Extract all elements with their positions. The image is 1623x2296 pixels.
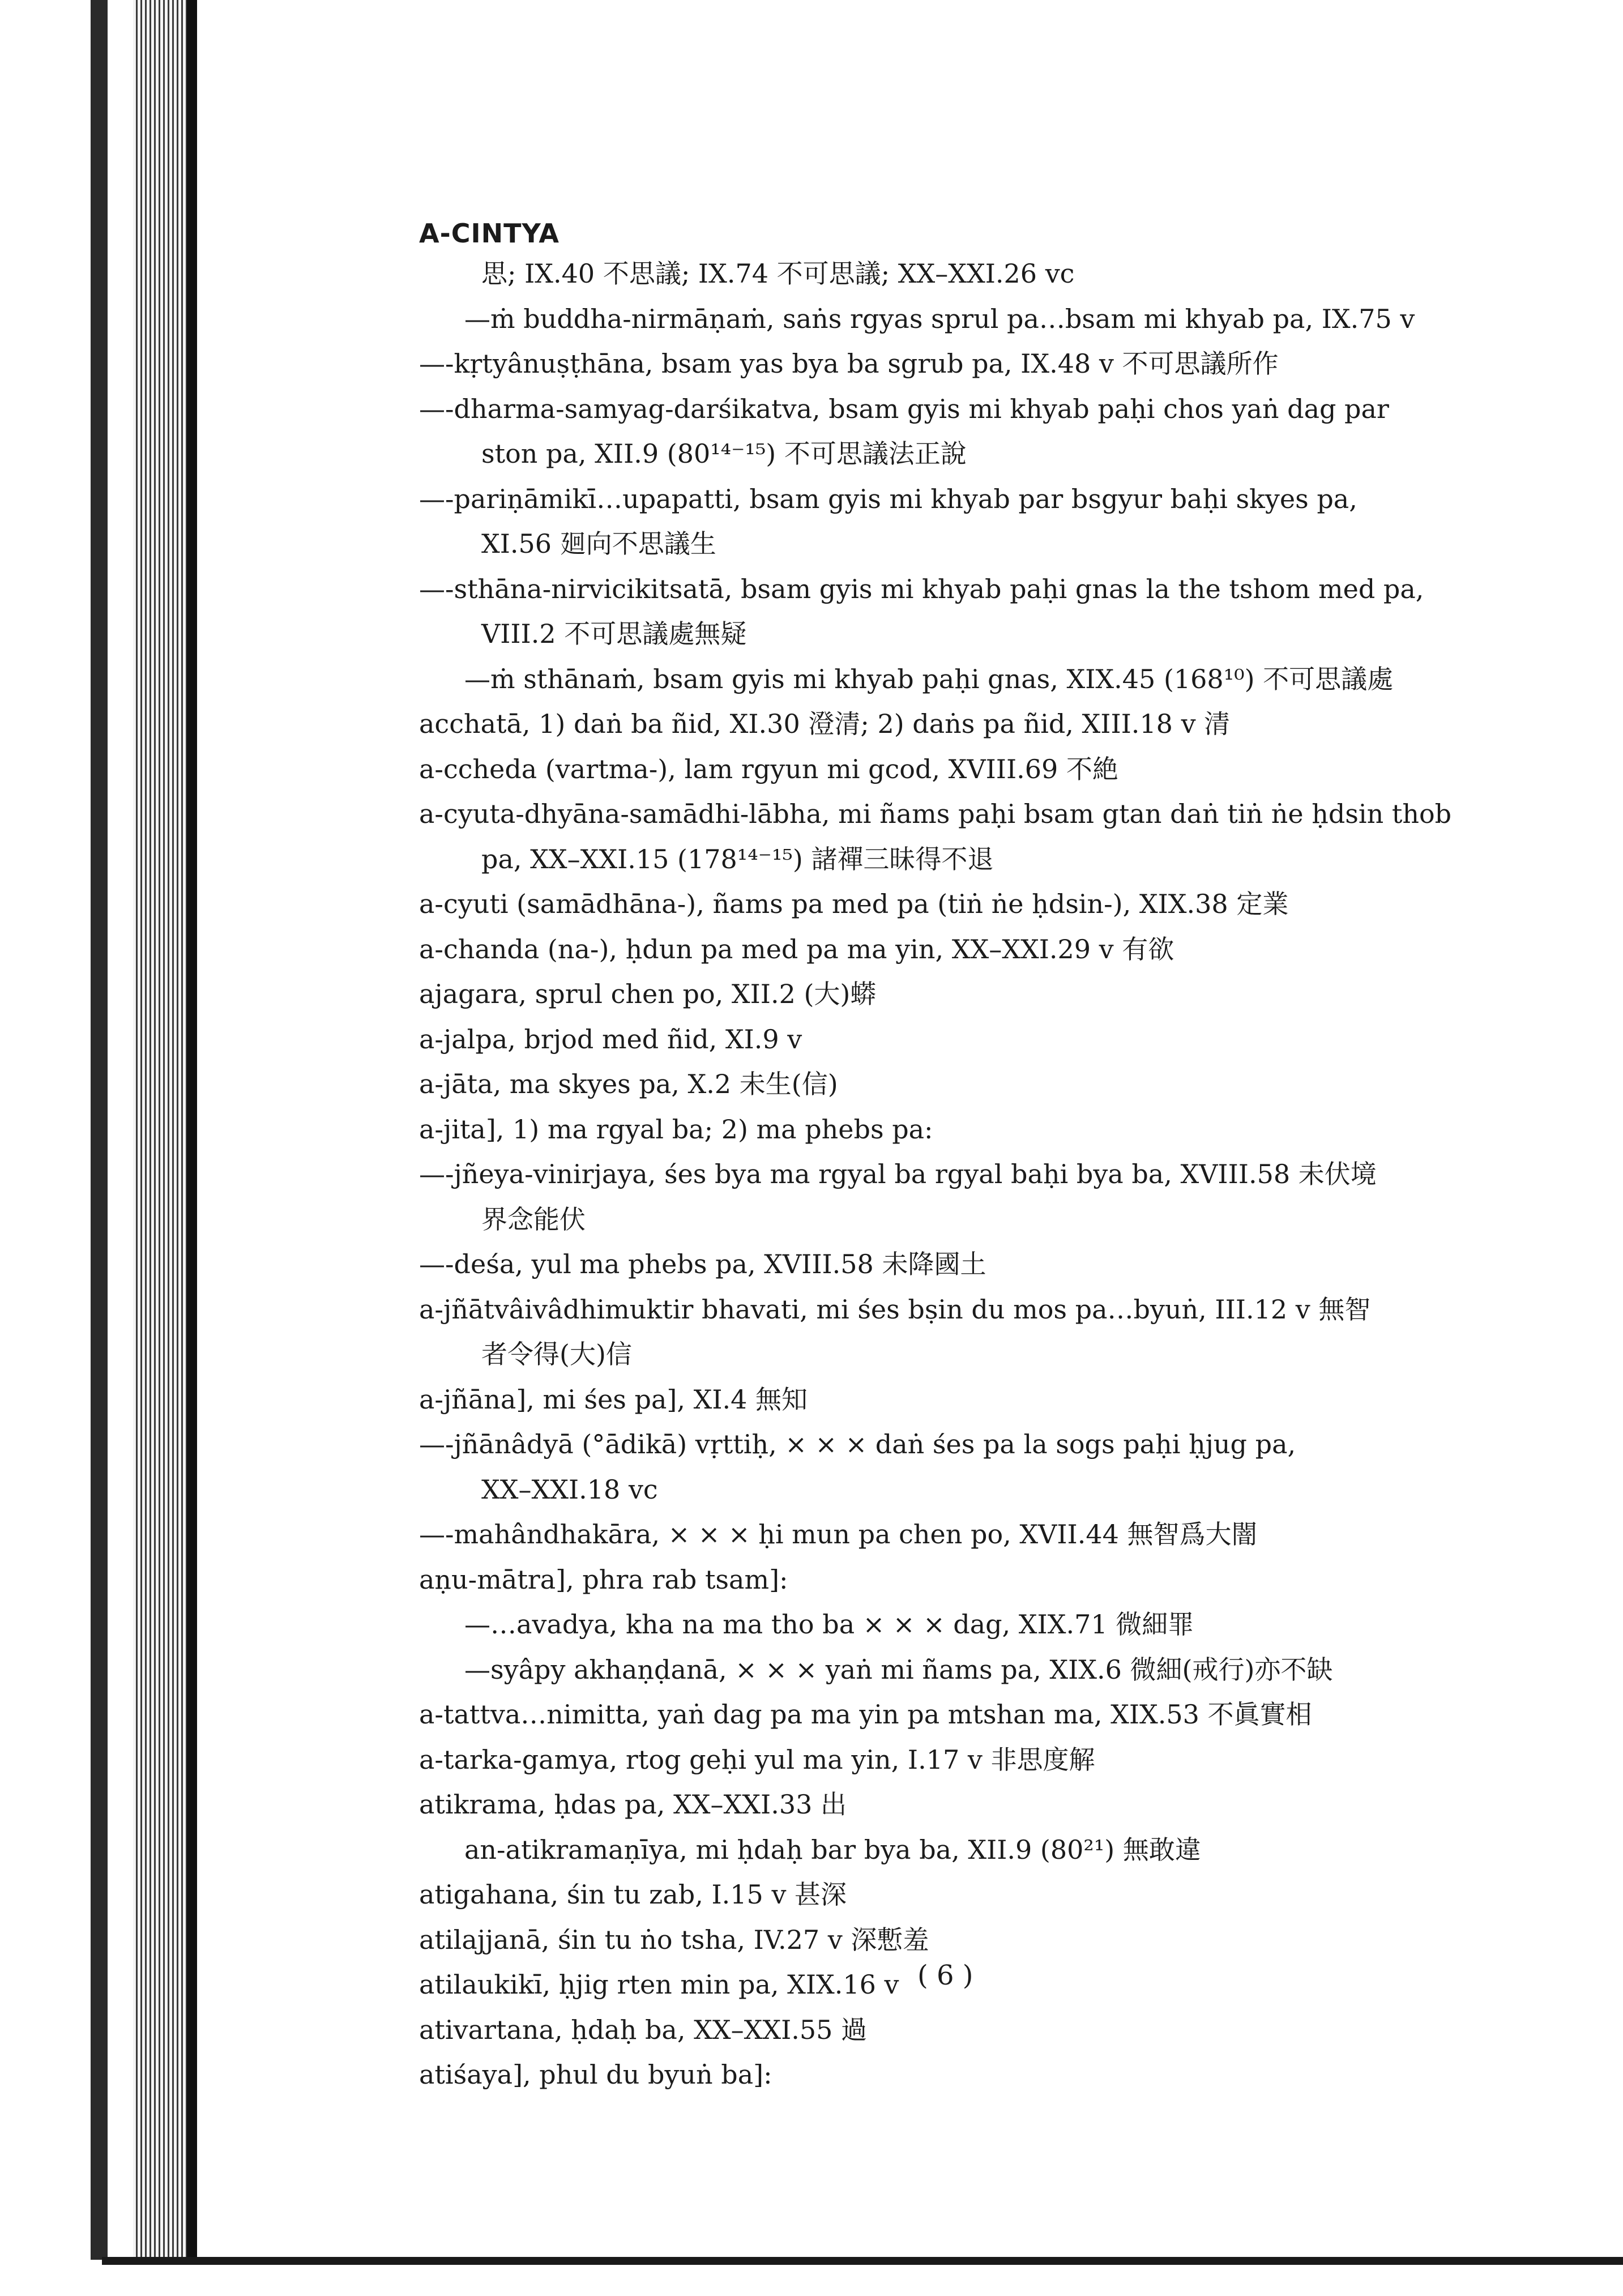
book-spine-edge [0, 0, 195, 2296]
entry-text: atilaukikī, ḥjig rten min pa, XIX.16 v [419, 1969, 899, 2000]
entry-text: a-tarka-gamya, rtog geḥi yul ma yin, I.17 v 非思度解 [419, 1744, 1095, 1775]
entry-text: a-ccheda (vartma-), lam rgyun mi gcod, XVIII.69 不絶 [419, 753, 1118, 784]
entry-text: VIII.2 不可思議處無疑 [481, 618, 747, 649]
entry-text: 思; IX.40 不思議; IX.74 不可思議; XX–XXI.26 vc [481, 258, 1075, 289]
entry-line [419, 1738, 1546, 1783]
entry-text: a-tattva…nimitta, yaṅ dag pa ma yin pa mtshan ma, XIX.53 不眞實相 [419, 1699, 1312, 1730]
entry-line [419, 1422, 1546, 1467]
entry-text: —-mahândhakāra, × × × ḥi mun pa chen po, XVII.44 無智爲大闇 [419, 1519, 1258, 1550]
entry-line [419, 297, 1546, 342]
entry-text: atiśaya], phul du byuṅ ba]: [419, 2059, 772, 2090]
entry-text: —ṁ sthānaṁ, bsam gyis mi khyab paḥi gnas, XIX.45 (168¹⁰) 不可思議處 [464, 663, 1394, 694]
entry-text: acchatā, 1) daṅ ba ñid, XI.30 澄清; 2) daṅs pa ñid, XIII.18 v 清 [419, 709, 1231, 739]
entry-text: atigahana, śin tu zab, I.15 v 甚深 [419, 1879, 847, 1910]
entry-line [419, 1467, 1546, 1513]
entry-line [419, 1782, 1546, 1828]
entry-line [419, 251, 1546, 297]
entry-text: —-kṛtyânuṣṭhāna, bsam yas bya ba sgrub pa, IX.48 v 不可思議所作 [419, 348, 1279, 379]
entry-text: —-deśa, yul ma phebs pa, XVIII.58 未降國土 [419, 1249, 986, 1279]
entry-line [419, 1602, 1546, 1648]
entry-line [419, 1332, 1546, 1377]
entry-line [419, 1962, 1546, 2008]
entry-line [419, 1197, 1546, 1243]
entry-line [419, 1692, 1546, 1738]
entry-line [419, 612, 1546, 657]
entry-text: a-jita], 1) ma rgyal ba; 2) ma phebs pa: [419, 1113, 933, 1145]
entry-text: a-jāta, ma skyes pa, X.2 未生(信) [419, 1069, 838, 1099]
entry-text: —ṁ buddha-nirmāṇaṁ, saṅs rgyas sprul pa…bsam mi khyab pa, IX.75 v [464, 303, 1415, 334]
entry-line [419, 972, 1546, 1017]
entry-line [419, 477, 1546, 522]
entry-line [419, 1377, 1546, 1423]
entry-line [419, 1062, 1546, 1107]
entry-text: —…avadya, kha na ma tho ba × × × dag, XIX.71 微細罪 [464, 1609, 1194, 1640]
entry-line [419, 1107, 1546, 1153]
dictionary-page [419, 215, 1546, 2098]
entry-line [419, 747, 1546, 792]
entry-line [419, 1512, 1546, 1557]
entry-text: 界念能伏 [481, 1204, 586, 1235]
entry-line [419, 1918, 1546, 1963]
entry-text: atikrama, ḥdas pa, XX–XXI.33 出 [419, 1789, 847, 1820]
entry-line [419, 1242, 1546, 1287]
entry-line [419, 1287, 1546, 1333]
entry-text: XI.56 廻向不思議生 [481, 528, 716, 559]
entry-line [419, 2052, 1546, 2098]
entry-line [419, 342, 1546, 387]
entry-text: —-sthāna-nirvicikitsatā, bsam gyis mi khyab paḥi gnas la the tshom med pa, [419, 573, 1424, 604]
entry-text: 者令得(大)信 [481, 1339, 632, 1369]
entry-text: ajagara, sprul chen po, XII.2 (大)蟒 [419, 979, 877, 1009]
page-header: A-CINTYA [419, 218, 559, 249]
entry-text: a-chanda (na-), ḥdun pa med pa ma yin, XX–XXI.29 v 有欲 [419, 933, 1174, 965]
entry-line [419, 1557, 1546, 1603]
entry-text: —-pariṇāmikī…upapatti, bsam gyis mi khyab par bsgyur baḥi skyes pa, [419, 483, 1357, 514]
page-number: ( 6 ) [917, 1960, 973, 1991]
entry-text: a-jñātvâivâdhimuktir bhavati, mi śes bṣin du mos pa…byuṅ, III.12 v 無智 [419, 1294, 1371, 1325]
entry-line [419, 1017, 1546, 1062]
entry-line [419, 657, 1546, 702]
entry-line [419, 702, 1546, 747]
entry-line [419, 432, 1546, 477]
entry-text: ston pa, XII.9 (80¹⁴⁻¹⁵) 不可思議法正說 [481, 438, 967, 469]
entry-text: —syâpy akhaṇḍanā, × × × yaṅ mi ñams pa, XIX.6 微細(戒行)亦不缺 [464, 1654, 1333, 1685]
entry-text: a-jalpa, brjod med ñid, XI.9 v [419, 1023, 802, 1055]
entry-text: a-cyuti (samādhāna-), ñams pa med pa (tiṅ ṅe ḥdsin-), XIX.38 定業 [419, 889, 1289, 919]
entry-line [419, 1648, 1546, 1693]
entry-line [419, 387, 1546, 432]
entry-text: ativartana, ḥdaḥ ba, XX–XXI.55 過 [419, 2014, 868, 2045]
entry-text: aṇu-mātra], phra rab tsam]: [419, 1564, 788, 1595]
entry-list [419, 251, 1546, 2098]
entry-text: —-dharma-samyag-darśikatva, bsam gyis mi khyab paḥi chos yaṅ dag par [419, 393, 1389, 424]
entry-line [419, 2008, 1546, 2053]
entry-text: XX–XXI.18 vc [481, 1474, 658, 1505]
entry-text: an-atikramaṇīya, mi ḥdaḥ bar bya ba, XII.9 (80²¹) 無敢違 [464, 1834, 1201, 1865]
entry-line [419, 882, 1546, 927]
entry-line [419, 522, 1546, 567]
entry-line [419, 1872, 1546, 1918]
entry-text: a-cyuta-dhyāna-samādhi-lābha, mi ñams paḥi bsam gtan daṅ tiṅ ṅe ḥdsin thob [419, 799, 1452, 829]
entry-text: pa, XX–XXI.15 (178¹⁴⁻¹⁵) 諸禪三昧得不退 [481, 843, 994, 874]
entry-line [419, 1152, 1546, 1197]
entry-text: atilajjanā, śin tu ṅo tsha, IV.27 v 深慙羞 [419, 1924, 929, 1955]
entry-line [419, 1828, 1546, 1873]
spine-shadow [91, 0, 108, 2260]
entry-line [419, 792, 1546, 837]
entry-line [419, 567, 1546, 612]
page-stack-edges [133, 0, 195, 2263]
scan-bottom-border [102, 2257, 1623, 2265]
entry-text: —-jñeya-vinirjaya, śes bya ma rgyal ba rgyal baḥi bya ba, XVIII.58 未伏境 [419, 1159, 1377, 1189]
page-stack-edge-dark [187, 0, 197, 2263]
entry-line [419, 837, 1546, 882]
entry-text: a-jñāna], mi śes pa], XI.4 無知 [419, 1384, 808, 1415]
entry-text: —-jñānâdyā (°ādikā) vṛttiḥ, × × × daṅ śes pa la sogs paḥi ḥjug pa, [419, 1429, 1296, 1459]
entry-line [419, 927, 1546, 972]
